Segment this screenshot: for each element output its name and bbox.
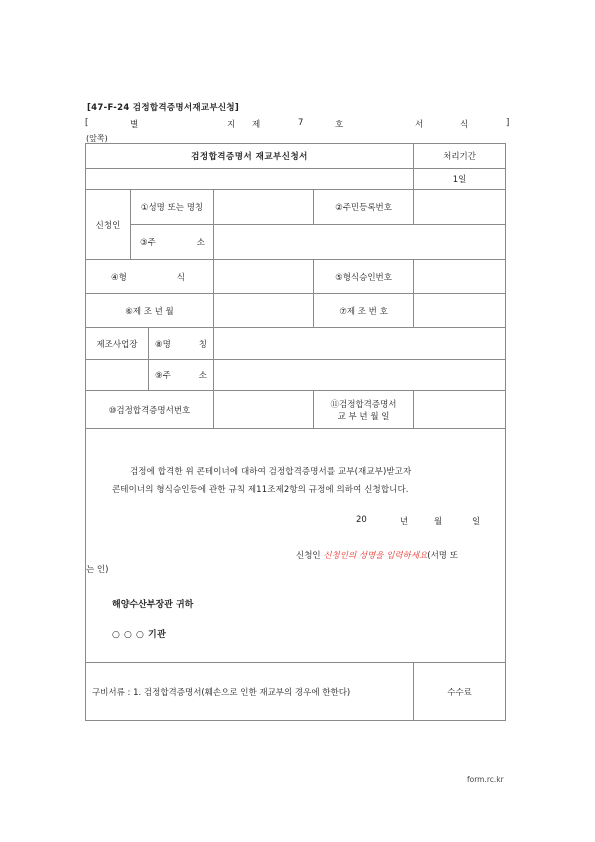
page-side-label: (앞쪽) bbox=[86, 134, 108, 143]
date-month-unit: 월 bbox=[434, 517, 443, 527]
byeolji-char: 별 bbox=[130, 120, 139, 130]
maker-name-label bbox=[149, 328, 214, 360]
form-code-title: [47-F-24 검정합격증명서재교부신청] bbox=[87, 103, 240, 113]
byeolji-char: 식 bbox=[460, 120, 469, 130]
signature-note: (서명 또 bbox=[427, 551, 458, 561]
footer-url: form.rc.kr bbox=[467, 775, 504, 784]
cert-issue-date-label-line2: 교 부 년 월 일 bbox=[337, 411, 390, 422]
applicant-label: 신청인 bbox=[86, 190, 131, 260]
model-label-part: 식 bbox=[176, 272, 185, 283]
manufacture-date-field[interactable] bbox=[214, 294, 314, 328]
model-label-part: ④형 bbox=[111, 272, 127, 283]
manufacture-date-label: ⑥제 조 년 월 bbox=[86, 294, 214, 328]
declaration-line-2: 콘테이너의 형식승인등에 관한 규칙 제11조제2항의 규정에 의하여 신청합니다. bbox=[112, 485, 409, 495]
manufacture-no-field[interactable] bbox=[414, 294, 506, 328]
byeolji-char: 호 bbox=[335, 120, 344, 130]
byeolji-open-bracket: [ bbox=[85, 118, 89, 128]
processing-period-value: 1일 bbox=[414, 169, 506, 190]
processing-period-label: 처리기간 bbox=[414, 144, 506, 169]
name-field[interactable] bbox=[214, 190, 314, 225]
resident-no-field[interactable] bbox=[414, 190, 506, 225]
date-year: 20 bbox=[356, 515, 367, 525]
signer-label: 신청인 bbox=[296, 551, 321, 561]
resident-no-label: ②주민등록번호 bbox=[314, 190, 414, 225]
address-field[interactable] bbox=[214, 225, 506, 260]
maker-label: 제조사업장 bbox=[86, 328, 149, 360]
required-documents: 구비서류 : 1. 검정합격증명서(훼손으로 인한 재교부의 경우에 한한다) bbox=[86, 663, 414, 721]
maker-address-label bbox=[149, 360, 214, 391]
byeolji-char: 지 bbox=[227, 120, 236, 130]
signature-note-wrap: 는 인) bbox=[86, 565, 109, 575]
maker-address-field[interactable] bbox=[214, 360, 506, 391]
name-label: ①성명 또는 명칭 bbox=[131, 190, 214, 225]
cert-issue-date-label bbox=[314, 391, 414, 429]
byeolji-char: 서 bbox=[415, 120, 424, 130]
signer-name-input[interactable]: 신청인의 성명을 입력하세요 bbox=[323, 551, 428, 561]
byeolji-line bbox=[85, 118, 511, 130]
maker-name-label-part: ⑧명 bbox=[155, 339, 171, 350]
address-label bbox=[131, 225, 214, 260]
address-label-part: 소 bbox=[196, 238, 205, 248]
declaration-line-1: 검정에 합격한 위 콘테이너에 대하여 검정합격증명서를 교부(재교부)받고자 bbox=[130, 467, 412, 477]
fee-label: 수수료 bbox=[414, 663, 506, 721]
model-label bbox=[86, 260, 214, 294]
form-title: 검정합격증명서 재교부신청서 bbox=[86, 144, 414, 169]
application-form-table bbox=[85, 143, 506, 721]
blank-cell bbox=[86, 169, 414, 190]
signature-line bbox=[296, 549, 458, 561]
byeolji-char: 제 bbox=[252, 120, 261, 130]
date-day-unit: 일 bbox=[472, 517, 481, 527]
declaration-section bbox=[86, 429, 506, 663]
type-approval-no-field[interactable] bbox=[414, 260, 506, 294]
blank-cell bbox=[86, 360, 149, 391]
maker-name-label-part: 칭 bbox=[198, 339, 207, 350]
cert-no-field[interactable] bbox=[214, 391, 314, 429]
address-label-part: ③주 bbox=[140, 238, 156, 248]
type-approval-no-label: ⑤형식승인번호 bbox=[314, 260, 414, 294]
model-field[interactable] bbox=[214, 260, 314, 294]
manufacture-no-label: ⑦제 조 번 호 bbox=[314, 294, 414, 328]
organization: ○ ○ ○ 기관 bbox=[112, 630, 167, 640]
byeolji-close-bracket: ] bbox=[506, 118, 510, 128]
maker-address-label-part: ⑨주 bbox=[155, 371, 171, 381]
date-year-unit: 년 bbox=[400, 517, 409, 527]
maker-name-field[interactable] bbox=[214, 328, 506, 360]
maker-address-label-part: 소 bbox=[198, 371, 207, 381]
cert-no-label: ⑩검정합격증명서번호 bbox=[86, 391, 214, 429]
addressee: 해양수산부장관 귀하 bbox=[112, 600, 194, 610]
byeolji-char: 7 bbox=[298, 118, 304, 128]
cert-issue-date-label-line1: ⑪검정합격증명서 bbox=[330, 399, 397, 410]
cert-issue-date-field[interactable] bbox=[414, 391, 506, 429]
